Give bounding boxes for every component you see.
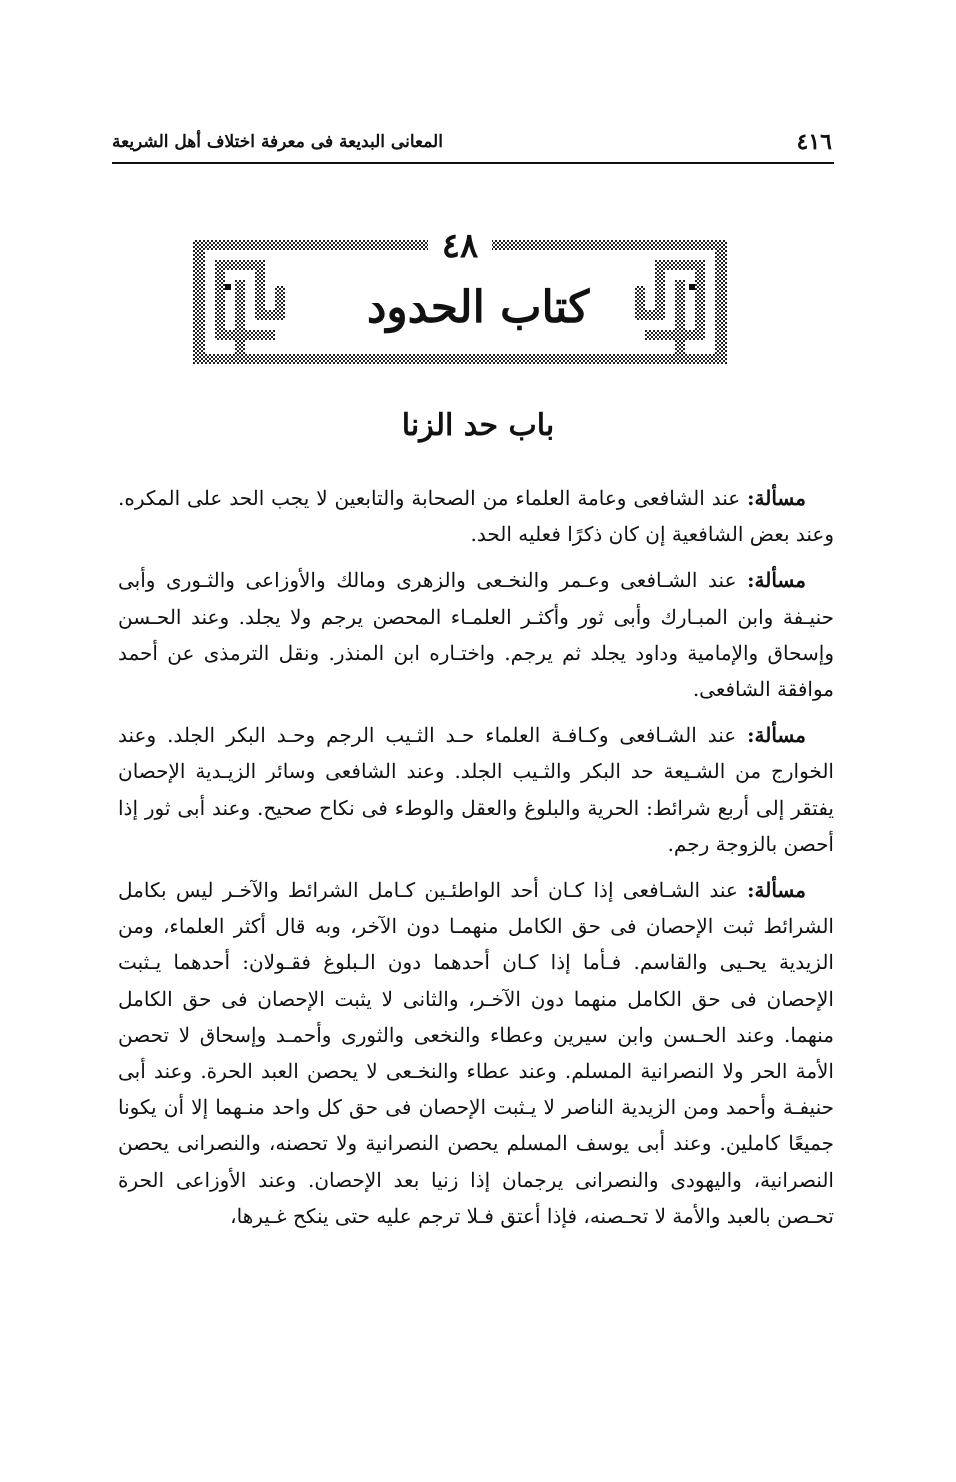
body-text [118, 480, 834, 1244]
paragraph-text: عند الشـافعى وعـمر والنخـعى والزهرى ومالك والأوزاعى والثـورى وأبى حنيـفة وابن المبـارك وأبى ثور وأكثـر العلمـاء المحصن يرجم ولا يجلد. وعند الحـسن وإسحاق والإمامية وداود يجلد ثم يرجم. واختـاره ابن المنذر. ونقل الترمذى عن أحمد موافقة الشافعى. [118, 568, 834, 702]
paragraph [118, 480, 834, 552]
paragraph [118, 562, 834, 707]
paragraph-text: عند الشـافعى إذا كـان أحد الواطئـين كـامل الشرائط والآخـر ليس بكامل الشرائط ثبت الإحصان فى حق الكامل منهمـا دون الآخر، وبه قال أكثر العلماء، ومن الزيدية يحـيى والقاسم. فـأما إذا كـان أحدهما دون الـبلوغ فقـولان: أحدهما يـثبت الإحصان فى حق الكامل منهما دون الآخـر، والثانى لا يثبت الإحصان فى حق الكامل منهما. وعند الحـسن وابن سيرين وعطاء والنخعى والثورى وأحمـد وإسحاق لا تحصن الأمة الحر ولا النصرانية المسلم. وعند عطاء والنخـعى لا يحصن العبد الحرة. وعند أبى حنيفـة وأحمد ومن الزيدية الناصر لا يـثبت الإحصان فى حق كل واحد منـهما إلا أن يكونا جميعًا كاملين. وعند أبى يوسف المسلم يحصن النصرانية ولا تحصنه، والنصرانى يحصن النصرانية، واليهودى والنصرانى يرجمان إذا زنيا بعد الإحصان. وعند الأوزاعى الحرة تحـصن بالعبد والأمة لا تحـصنه، فإذا أعتق فـلا ترجم عليه حتى ينكح غـيرها، [118, 878, 834, 1228]
chapter-title: كتاب الحدود [366, 282, 590, 333]
paragraph [118, 717, 834, 862]
issue-label: مسألة: [747, 568, 806, 593]
paragraph-text: عند الشـافعى وكـافـة العلماء حـد الثـيب الرجم وحـد البكر الجلد. وعند الخوارج من الشـيعة حد البكر والثـيب الجلد. وعند الشافعى وسائر الزيـدية الإحصان يفتقر إلى أربع شرائط: الحرية والبلوغ والعقل والوطء فى نكاح صحيح. وعند أبى ثور إذا أحصن بالزوجة رجم. [118, 723, 834, 856]
issue-label: مسألة: [747, 723, 806, 748]
paragraph-text: عند الشافعى وعامة العلماء من الصحابة والتابعين لا يجب الحد على المكره. وعند بعض الشافعية إن كان ذكرًا فعليه الحد. [118, 486, 834, 547]
chapter-number [193, 226, 727, 266]
page-number: ٤١٦ [796, 129, 832, 155]
running-title: المعانى البديعة فى معرفة اختلاف أهل الشريعة [112, 132, 443, 152]
issue-label: مسألة: [747, 878, 806, 903]
issue-label: مسألة: [747, 486, 806, 510]
section-title: باب حد الزنا [401, 408, 555, 443]
chapter-number-text: ٤٨ [428, 226, 493, 266]
paragraph [118, 872, 834, 1234]
header-rule [112, 162, 834, 164]
running-header [112, 124, 832, 160]
